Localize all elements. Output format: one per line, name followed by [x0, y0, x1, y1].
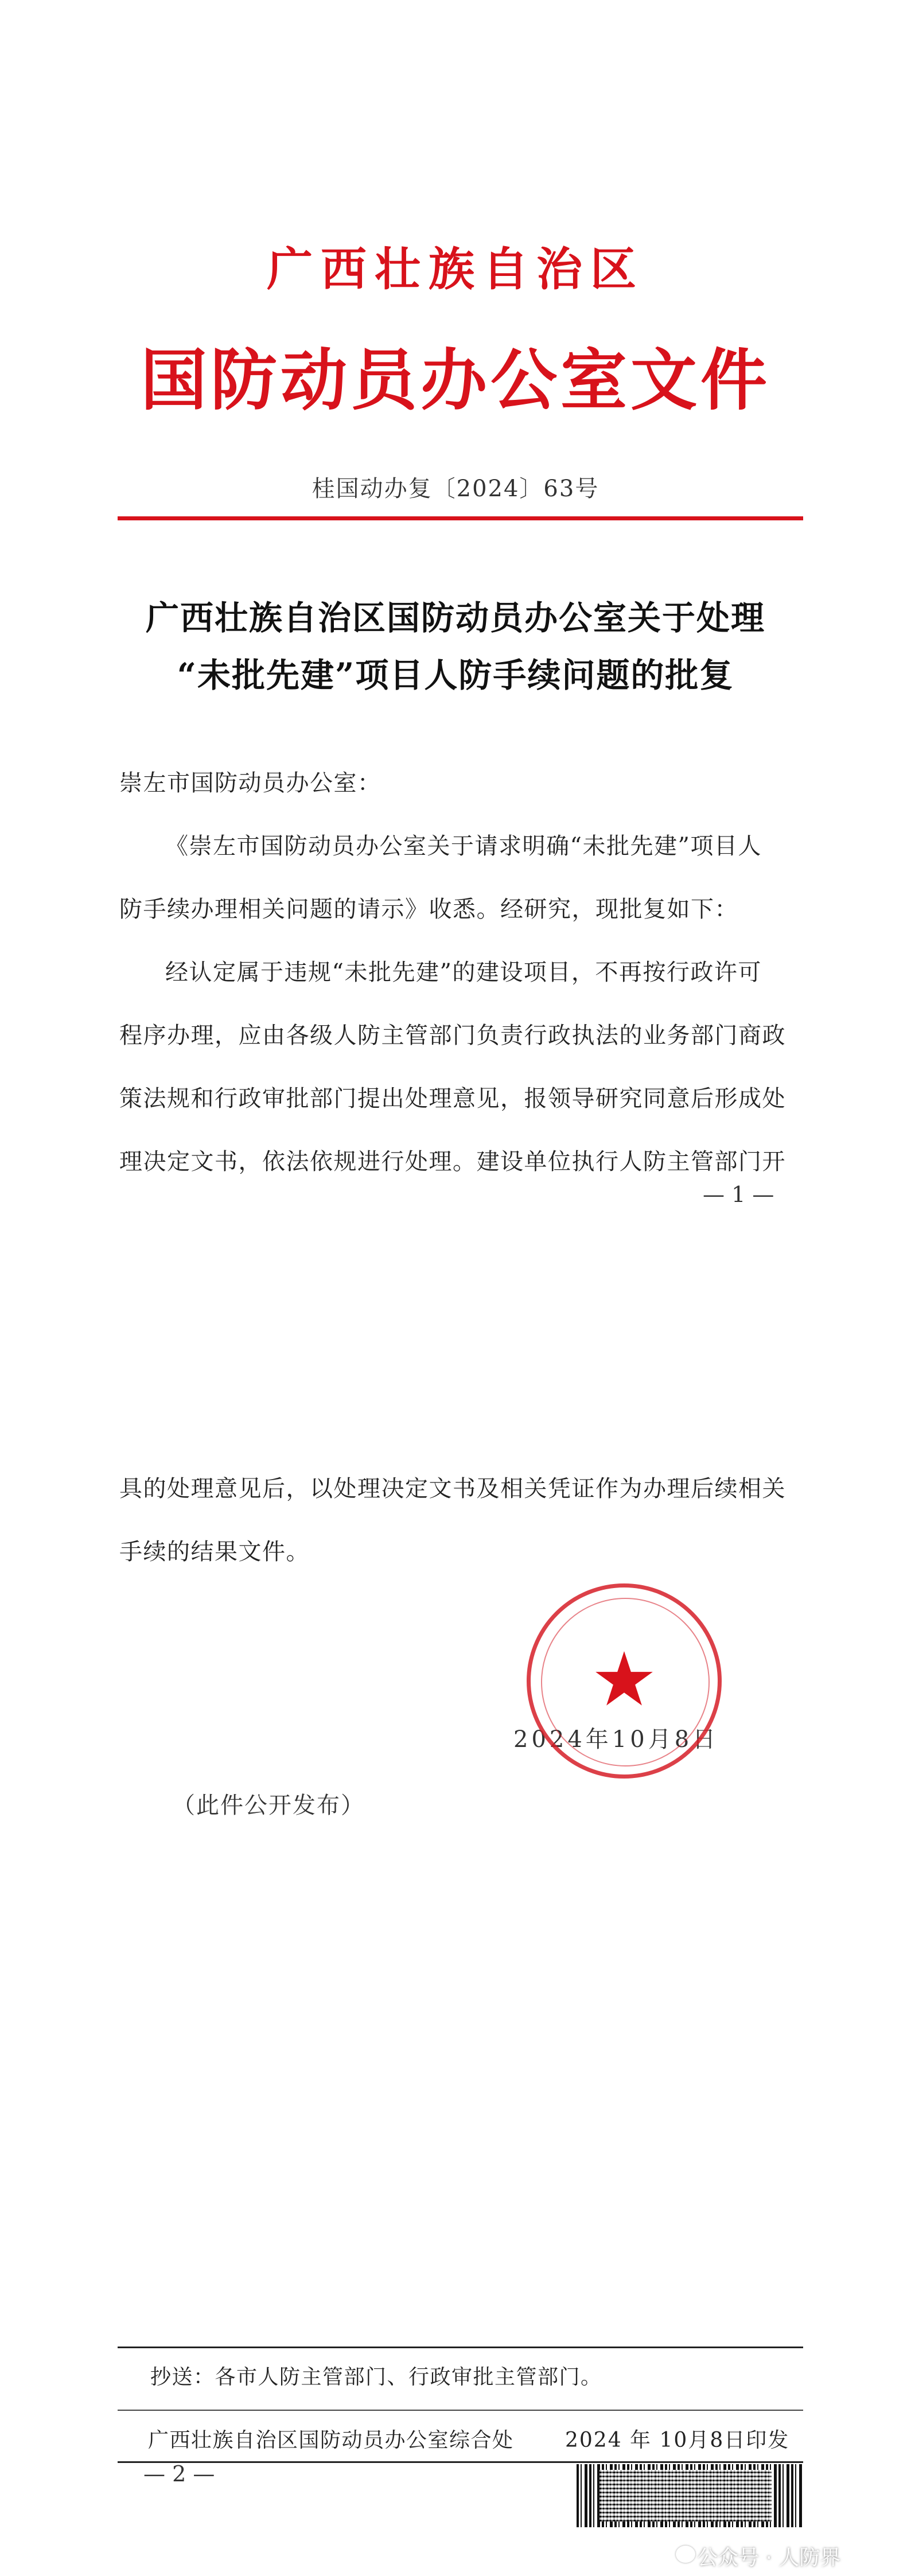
document-title-line1: 广西壮族自治区国防动员办公室关于处理: [145, 598, 765, 637]
watermark: 公众号 · 人防界: [697, 2546, 841, 2570]
paragraph-1-line-1: 《崇左市国防动员办公室关于请求明确“未批先建”项目人: [165, 833, 762, 859]
footer-rule-bottom: [118, 2461, 803, 2463]
document-title-line2: “未批先建”项目人防手续问题的批复: [177, 656, 734, 695]
barcode-pattern: [599, 2470, 772, 2521]
paragraph-1-line-2: 防手续办理相关问题的请示》收悉。经研究，现批复如下：: [119, 896, 738, 923]
paragraph-2-line-6: 手续的结果文件。: [119, 1539, 310, 1565]
paragraph-2-line-2: 程序办理，应由各级人防主管部门负责行政执法的业务部门商政: [119, 1022, 786, 1049]
issuing-office: 广西壮族自治区国防动员办公室综合处: [148, 2429, 514, 2452]
cc-list: 抄送：各市人防主管部门、行政审批主管部门。: [150, 2365, 602, 2389]
red-star-icon: ★: [590, 1636, 658, 1723]
page-number-2: — 2 —: [143, 2461, 215, 2486]
document-number: 桂国动办复〔2024〕63号: [312, 476, 599, 502]
footer-rule-middle: [118, 2410, 803, 2411]
paragraph-2-line-5: 具的处理意见后，以处理决定文书及相关凭证作为办理后续相关: [119, 1476, 786, 1502]
public-release-note: （此件公开发布）: [172, 1792, 365, 1819]
official-seal: [527, 1583, 722, 1779]
issue-date: 2024 年 10月8日印发: [565, 2429, 790, 2452]
paragraph-2-line-1: 经认定属于违规“未批先建”的建设项目，不再按行政许可: [165, 959, 762, 986]
addressee: 崇左市国防动员办公室：: [119, 770, 381, 796]
footer-rule-top: [118, 2347, 803, 2348]
wechat-icon: [676, 2546, 695, 2563]
org-name-line1: 广西壮族自治区: [267, 242, 644, 296]
paragraph-2-line-4: 理决定文书，依法依规进行处理。建设单位执行人防主管部门开: [119, 1149, 786, 1175]
barcode: [577, 2464, 803, 2527]
red-divider: [118, 516, 803, 520]
paragraph-2-line-3: 策法规和行政审批部门提出处理意见，报领导研究同意后形成处: [119, 1085, 786, 1112]
org-name-line2: 国防动员办公室文件: [141, 341, 770, 419]
signature-date: 2024年10月8日: [513, 1726, 719, 1753]
page-number-1: — 1 —: [703, 1182, 774, 1207]
